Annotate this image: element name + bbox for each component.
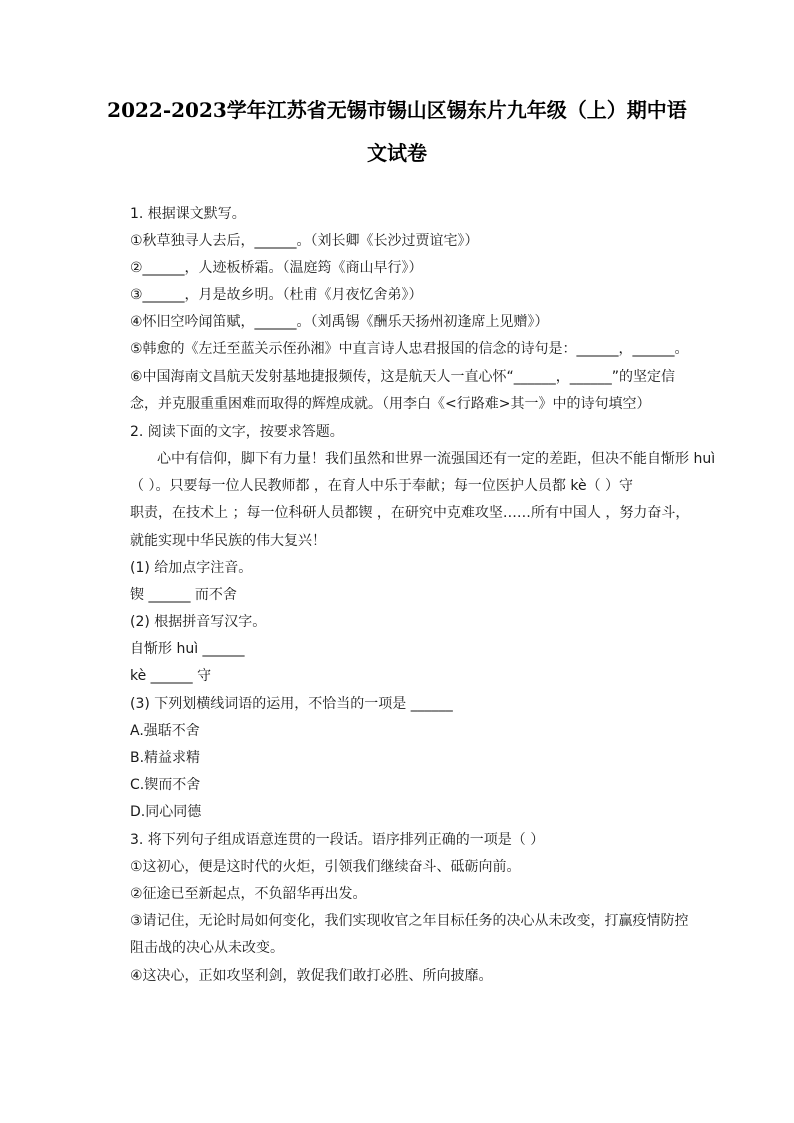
question-1-stem: 1. 根据课文默写。 — [130, 206, 246, 222]
passage-line: （ ）。只要每一位人民教师都 ，在育人中乐于奉献；每一位医护人员都 kè（ ）守 — [130, 478, 634, 494]
question-2-sub: (1) 给加点字注音。 — [130, 560, 253, 576]
question-3-item: ③请记住，无论时局如何变化，我们实现收官之年目标任务的决心从未改变，打赢疫情防控 — [130, 913, 689, 929]
question-1-item: ③______，月是故乡明。（杜甫《月夜忆舍弟》） — [130, 287, 423, 303]
question-1-item: ②______，人迹板桥霜。（温庭筠《商山早行》） — [130, 260, 423, 276]
question-2-sub: 自惭形 huì ______ — [130, 641, 245, 657]
passage-line: 心中有信仰，脚下有力量！我们虽然和世界一流强国还有一定的差距，但决不能自惭形 huì — [157, 451, 716, 467]
question-2-option: B.精益求精 — [130, 750, 201, 766]
question-3-item: ①这初心，便是这时代的火炬，引领我们继续奋斗、砥砺向前。 — [130, 859, 521, 875]
question-2-option: D.同心同德 — [130, 804, 202, 820]
question-1-item: ④怀旧空吟闻笛赋，______。（刘禹锡《酬乐天扬州初逢席上见赠》） — [130, 314, 549, 330]
question-2-sub: 锲 ______ 而不舍 — [130, 587, 237, 603]
question-1-item: ⑥中国海南文昌航天发射基地捷报频传，这是航天人一直心怀“______，______”的坚定信 — [130, 369, 676, 385]
question-3-item: 阻击战的决心从未改变。 — [130, 940, 284, 956]
question-3-item: ②征途已至新起点，不负韶华再出发。 — [130, 886, 367, 902]
question-1-item: ⑤韩愈的《左迁至蓝关示侄孙湘》中直言诗人忠君报国的信念的诗句是：______，______。 — [130, 341, 689, 357]
exam-title-line-1: 2022-2023学年江苏省无锡市锡山区锡东片九年级（上）期中语 — [107, 98, 687, 122]
question-2-option: A.强聒不舍 — [130, 723, 200, 739]
question-3-item: ④这决心，正如攻坚利剑，敦促我们敢打必胜、所向披靡。 — [130, 968, 493, 984]
question-2-sub: kè ______ 守 — [130, 668, 212, 684]
question-1-item: ①秋草独寻人去后，______。（刘长卿《长沙过贾谊宅》） — [130, 233, 479, 249]
question-2-option: C.锲而不舍 — [130, 777, 201, 793]
exam-title-line-2: 文试卷 — [367, 141, 427, 165]
question-2-stem: 2. 阅读下面的文字，按要求答题。 — [130, 424, 344, 440]
passage-line: 就能实现中华民族的伟大复兴！ — [130, 533, 326, 549]
question-2-sub: (2) 根据拼音写汉字。 — [130, 614, 267, 630]
passage-line: 职责，在技术上 ；每一位科研人员都锲 ，在研究中克难攻坚……所有中国人 ，努力奋斗， — [130, 505, 690, 521]
question-3-stem: 3. 将下列句子组成语意连贯的一段话。语序排列正确的一项是（ ） — [130, 832, 545, 848]
question-2-sub: (3) 下列划横线词语的运用，不恰当的一项是 ______ — [130, 696, 453, 712]
question-1-item: 念，并克服重重困难而取得的辉煌成就。（用李白《<行路难>其一》中的诗句填空） — [130, 396, 651, 412]
